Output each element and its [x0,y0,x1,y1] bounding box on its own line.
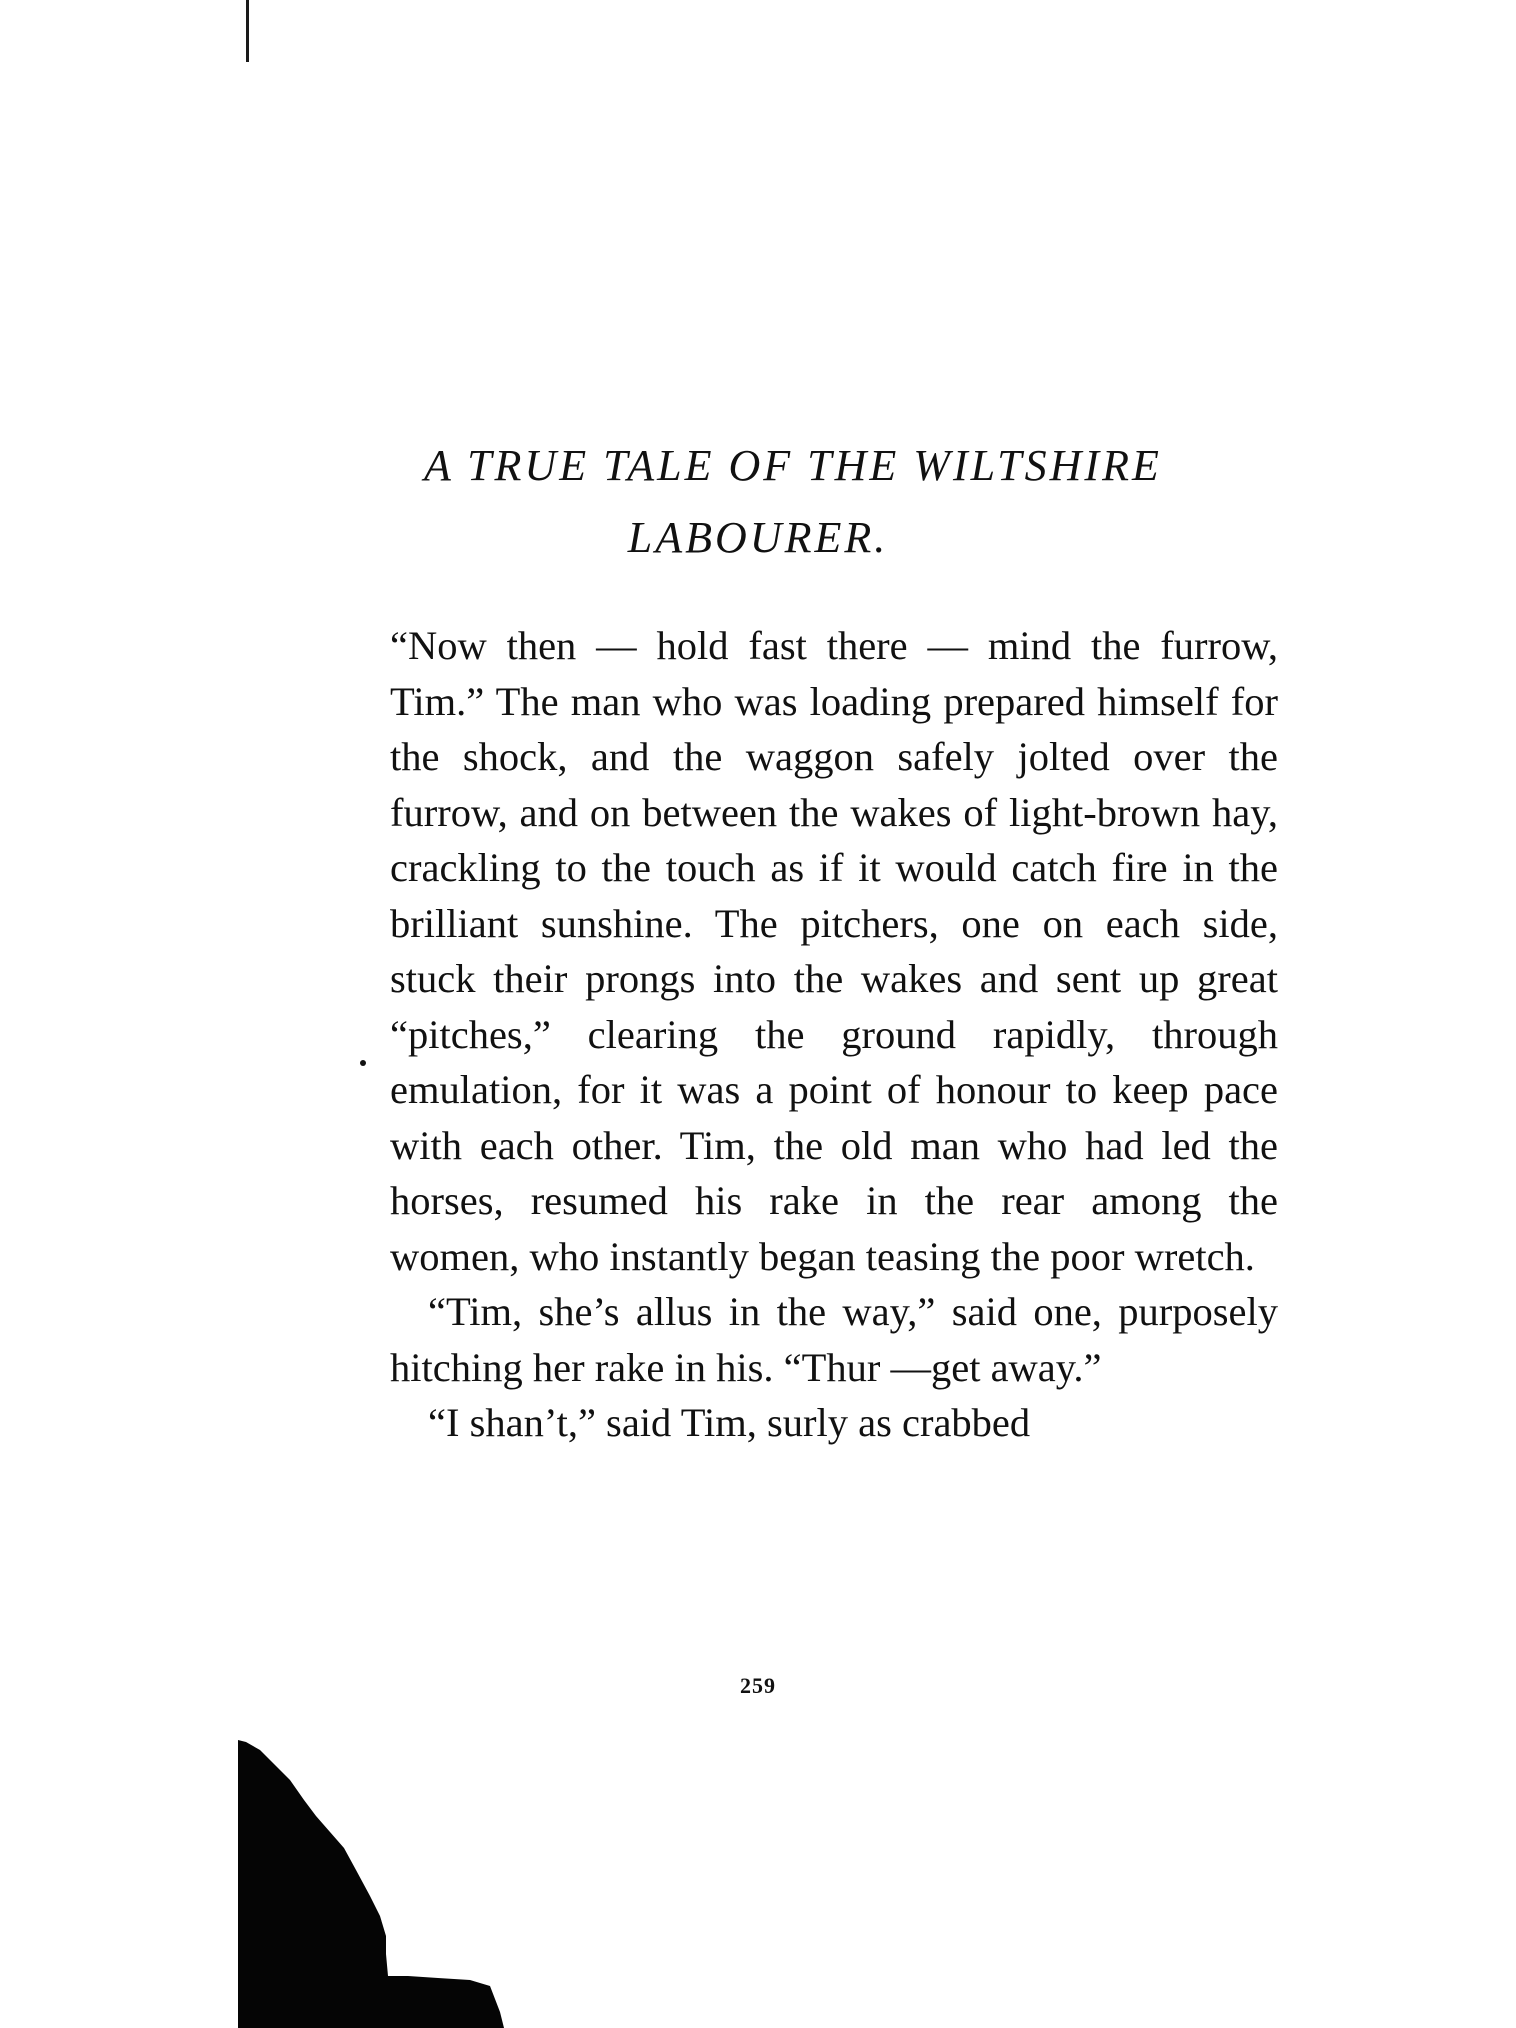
chapter-title-line-2: LABOURER. [627,513,889,562]
paragraph-2: “Tim, she’s allus in the way,” said one, purposely hitching her rake in his. “Thur —get away.” [390,1289,1278,1390]
chapter-title-line-1: A TRUE TALE OF THE WILTSHIRE [424,441,1162,490]
paragraph-1: “Now then — hold fast there — mind the furrow, Tim.” The man who was loading prepared himself for the shock, and the waggon safely jolted over the furrow, and on between the wakes of light-brown hay, crackling to the touch as if it would catch fire in the brilliant sunshine. The pitchers, one on each side, stuck their prongs into the wakes and sent up great “pitches,” clearing the ground rapidly, through emulation, for it was a point of honour to keep pace with each other. Tim, the old man who had led the horses, resumed his rake in the rear among the women, who instantly began teasing the poor wretch. [390,623,1278,1279]
body-text [390,618,1278,1451]
margin-rule [246,0,249,62]
scan-shadow-blot [238,1740,508,2028]
page-number: 259 [740,1673,776,1698]
print-speck [360,1060,366,1066]
paragraph-3: “I shan’t,” said Tim, surly as crabbed [428,1400,1031,1445]
